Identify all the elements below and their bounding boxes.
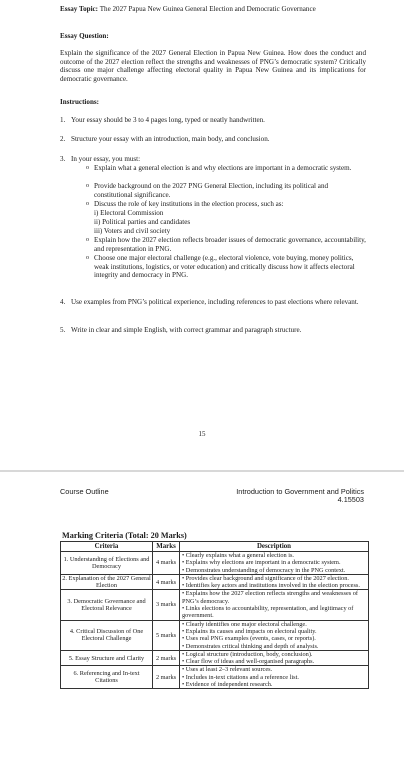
topic-label: Essay Topic: — [60, 5, 99, 13]
page-number: 15 — [198, 430, 206, 438]
marks-cell: 3 marks — [153, 590, 180, 620]
criteria-cell: 4. Critical Discussion of One Electoral Challenge — [61, 620, 153, 650]
marks-cell: 4 marks — [153, 574, 180, 590]
item-number: 3. — [60, 155, 66, 163]
description-line: • Uses at least 2–3 relevant sources. — [182, 666, 273, 674]
description-line: • Includes in-text citations and a reference list. — [182, 673, 299, 681]
description-cell — [180, 650, 369, 666]
item-text: Structure your essay with an introduction, main body, and conclusion. — [71, 135, 270, 143]
description-line: • Logical structure (introduction, body, conclusion). — [182, 650, 313, 658]
item-number: 2. — [60, 135, 66, 143]
description-line: • Explains how the 2027 election reflects strengths and weaknesses of PNG’s democracy. — [182, 590, 359, 605]
description-line: • Demonstrates understanding of democracy in the PNG context. — [182, 566, 346, 574]
sub-item: iii) Voters and civil society — [94, 227, 171, 235]
question-text: Explain the significance of the 2027 General Election in Papua New Guinea. How does the conduct and outcome of the 2027 election reflect the strengths and weaknesses of PNG’s democratic system? Critically discuss one major challenge affecting electoral quality in Papua New Guinea and its implications for democratic governance. — [60, 49, 366, 83]
item-number: 5. — [60, 326, 66, 334]
description-line: • Provides clear background and significance of the 2027 election. — [182, 574, 349, 582]
description-line: • Clearly explains what a general election is. — [182, 552, 295, 559]
criteria-cell: 1. Understanding of Elections and Democracy — [61, 552, 153, 575]
description-line: • Explains its causes and impacts on electoral quality. — [182, 627, 317, 635]
description-line: • Identifies key actors and institutions involved in the election process. — [182, 582, 360, 590]
item-text: In your essay, you must: — [71, 155, 141, 163]
course-outline-header: Course Outline — [60, 487, 109, 496]
bullet-text: Provide background on the 2027 PNG General Election, including its political and constitutional significance. — [94, 182, 329, 199]
bullet-glyph: o — [86, 201, 89, 207]
item-number: 1. — [60, 116, 66, 124]
marks-cell: 5 marks — [153, 620, 180, 650]
course-title-header: Introduction to Government and Politics — [236, 487, 364, 496]
bullet-glyph: o — [86, 237, 89, 243]
sub-item: ii) Political parties and candidates — [94, 218, 191, 226]
item-number: 4. — [60, 298, 66, 306]
table-header-row — [61, 542, 369, 552]
criteria-cell: 6. Referencing and In-text Citations — [61, 666, 153, 689]
description-cell — [180, 552, 369, 575]
description-cell — [180, 620, 369, 650]
criteria-cell: 5. Essay Structure and Clarity — [61, 650, 153, 666]
marks-cell: 4 marks — [153, 552, 180, 575]
description-line: • Links elections to accountability, representation, and legitimacy of government. — [182, 605, 354, 620]
description-cell — [180, 574, 369, 590]
description-line: • Clear flow of ideas and well-organised paragraphs. — [182, 658, 315, 666]
description-cell — [180, 666, 369, 689]
description-line: • Evidence of independent research. — [182, 681, 273, 689]
table-row — [61, 650, 369, 666]
question-label: Essay Question: — [60, 32, 109, 40]
item-text: Use examples from PNG’s political experience, including references to past elections where relevant. — [71, 298, 359, 306]
sub-item: i) Electoral Commission — [94, 209, 164, 217]
description-line: • Clearly identifies one major electoral challenge. — [182, 620, 307, 628]
marks-cell: 2 marks — [153, 666, 180, 689]
bullet-glyph: o — [86, 165, 89, 171]
marks-cell: 2 marks — [153, 650, 180, 666]
marking-criteria-table — [60, 541, 369, 689]
description-line: • Demonstrates critical thinking and depth of analysis. — [182, 642, 319, 650]
topic-text: The 2027 Papua New Guinea General Election and Democratic Governance — [99, 5, 316, 13]
description-line: • Explains why elections are important in a democratic system. — [182, 559, 341, 567]
column-header-description: Description — [180, 542, 369, 552]
bullet-text: Discuss the role of key institutions in the election process, such as: — [94, 200, 284, 208]
table-row — [61, 574, 369, 590]
bullet-glyph: o — [86, 255, 89, 261]
table-row — [61, 590, 369, 620]
table-row — [61, 620, 369, 650]
item-text: Your essay should be 3 to 4 pages long, typed or neatly handwritten. — [71, 116, 265, 124]
criteria-cell: 2. Explanation of the 2027 General Election — [62, 574, 151, 590]
bullet-text: Choose one major electoral challenge (e.g., electoral violence, vote buying, money politics, weak institutions, logistics, or voter education) and critically discuss how it affects electoral integrity and democracy in PNG. — [94, 254, 355, 280]
marking-criteria-title: Marking Criteria (Total: 20 Marks) — [62, 531, 187, 540]
criteria-cell: 3. Democratic Governance and Electoral Relevance — [61, 590, 153, 620]
bullet-text: Explain how the 2027 election reflects broader issues of democratic governance, accountability, and representation in PNG. — [94, 236, 366, 253]
bullet-glyph: o — [86, 183, 89, 189]
table-row — [61, 552, 369, 575]
description-cell — [180, 590, 369, 620]
column-header-marks: Marks — [153, 542, 180, 552]
description-line: • Uses real PNG examples (events, cases, or reports). — [182, 635, 316, 643]
column-header-criteria: Criteria — [61, 542, 153, 552]
instructions-label: Instructions: — [60, 98, 100, 106]
course-code: 4.15503 — [337, 495, 364, 504]
item-text: Write in clear and simple English, with correct grammar and paragraph structure. — [71, 326, 302, 334]
essay-topic — [60, 5, 366, 14]
table-row — [61, 666, 369, 689]
bullet-text: Explain what a general election is and why elections are important in a democratic system. — [94, 164, 352, 172]
